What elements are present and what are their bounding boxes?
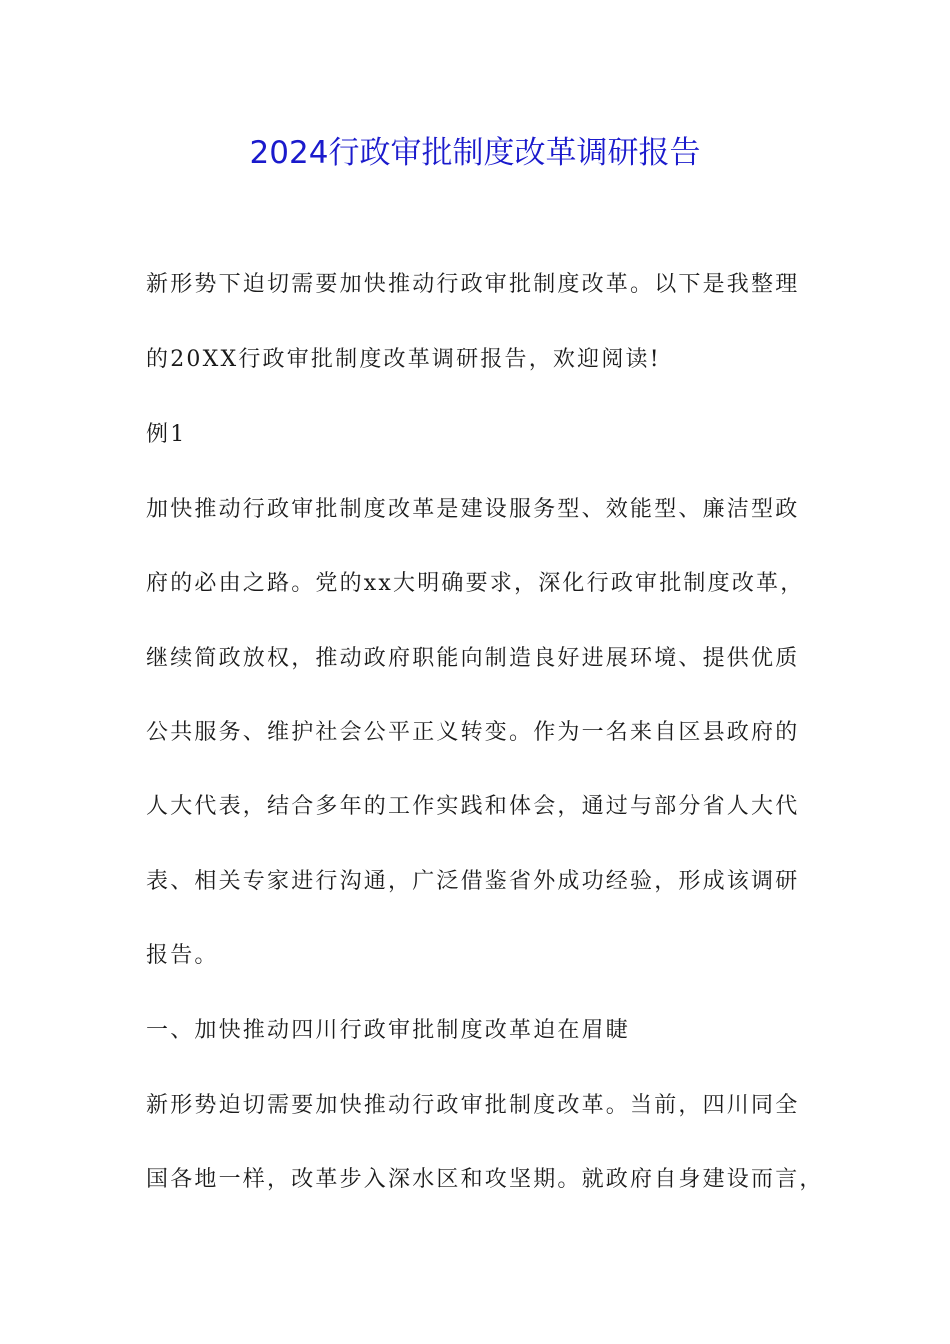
body-line: 府的必由之路。党的xx大明确要求，深化行政审批制度改革， xyxy=(146,571,805,596)
example-label: 例1 xyxy=(146,422,187,447)
body-line: 国各地一样，改革步入深水区和攻坚期。就政府自身建设而言， xyxy=(146,1167,824,1192)
body-line: 的20XX行政审批制度改革调研报告，欢迎阅读! xyxy=(146,347,661,372)
body-line: 报告。 xyxy=(146,943,219,968)
body-line: 公共服务、维护社会公平正义转变。作为一名来自区县政府的 xyxy=(146,720,800,745)
body-line: 继续简政放权，推动政府职能向制造良好进展环境、提供优质 xyxy=(146,646,800,671)
body-line: 表、相关专家进行沟通，广泛借鉴省外成功经验，形成该调研 xyxy=(146,869,800,894)
body-line: 新形势迫切需要加快推动行政审批制度改革。当前，四川同全 xyxy=(146,1093,800,1118)
body-line: 新形势下迫切需要加快推动行政审批制度改革。以下是我整理 xyxy=(146,272,800,297)
document-title: 2024行政审批制度改革调研报告 xyxy=(249,135,701,171)
section-heading: 一、加快推动四川行政审批制度改革迫在眉睫 xyxy=(146,1018,631,1043)
body-line: 人大代表，结合多年的工作实践和体会，通过与部分省人大代 xyxy=(146,794,800,819)
body-line: 加快推动行政审批制度改革是建设服务型、效能型、廉洁型政 xyxy=(146,497,800,522)
